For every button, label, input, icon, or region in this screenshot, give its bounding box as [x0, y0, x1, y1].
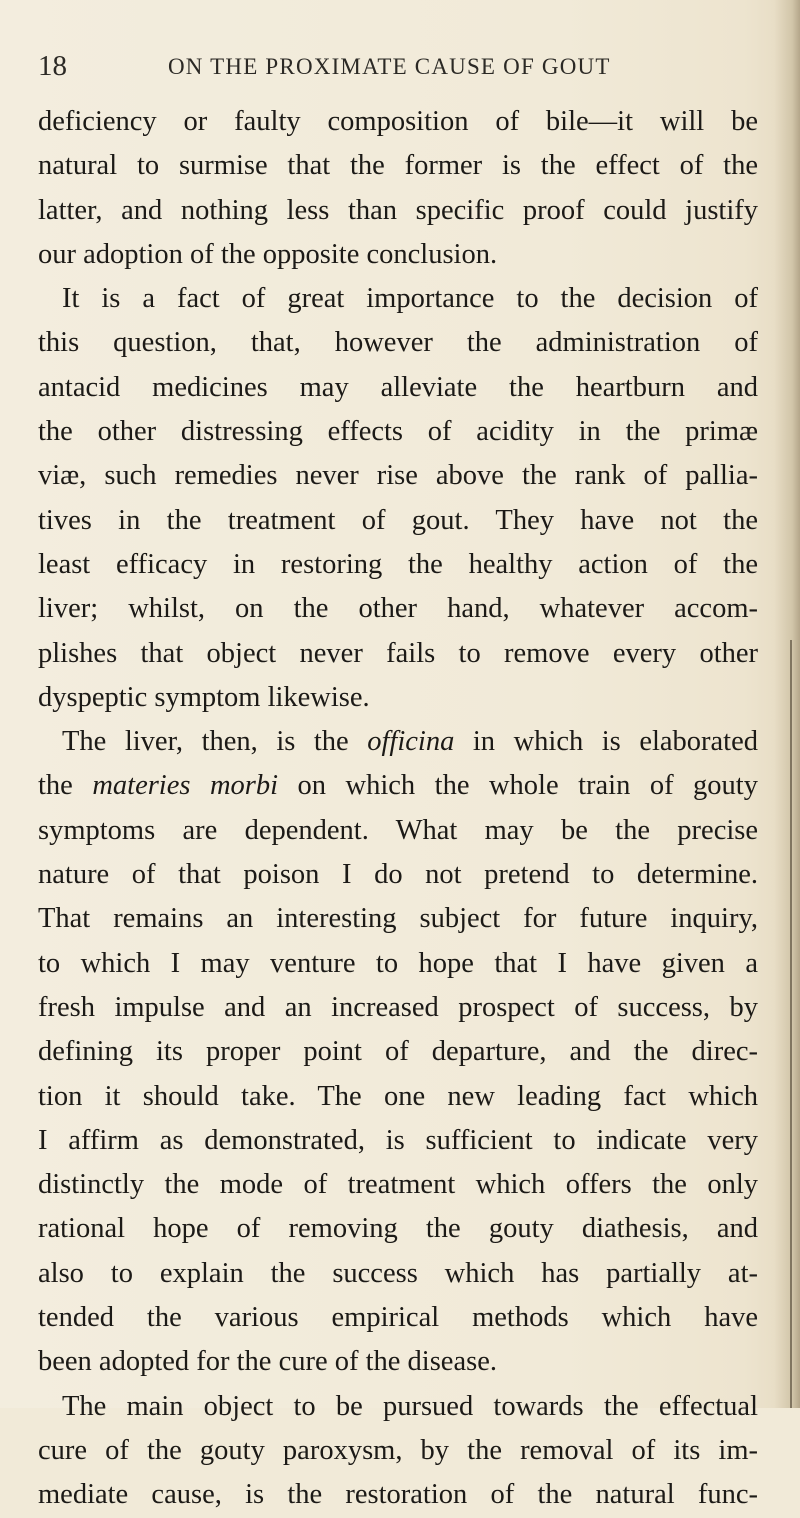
text-line: been adopted for the cure of the disease.	[38, 1346, 497, 1378]
italic-term-officina: officina	[367, 726, 455, 758]
text-line: liver; whilst, on the other hand, whatever accom-	[38, 593, 758, 625]
text-run: The liver, then, is the	[62, 726, 368, 758]
text-line: rational hope of removing the gouty diathesis, and	[38, 1213, 758, 1245]
text-line: latter, and nothing less than specific proof could justify	[38, 194, 758, 226]
body-text	[38, 100, 758, 1518]
page-edge-shadow	[774, 0, 800, 1408]
page-header	[38, 50, 758, 90]
text-line: tended the various empirical methods which have	[38, 1302, 758, 1334]
text-line: It is a fact of great importance to the decision of	[62, 283, 758, 315]
text-line: our adoption of the opposite conclusion.	[38, 238, 498, 270]
text-line	[38, 764, 758, 808]
text-line: least efficacy in restoring the healthy action of the	[38, 548, 758, 580]
text-line: distinctly the mode of treatment which offers the only	[38, 1169, 758, 1201]
text-line: also to explain the success which has partially at-	[38, 1257, 758, 1289]
text-line: natural to surmise that the former is the effect of the	[38, 150, 758, 182]
text-run: in which is elaborated	[454, 726, 758, 758]
text-line: nature of that poison I do not pretend to determine.	[38, 859, 758, 891]
italic-term-materies-morbi: materies morbi	[92, 770, 279, 802]
page-number: 18	[38, 50, 67, 82]
text-run: on which the whole train of gouty	[278, 770, 758, 802]
text-line: tives in the treatment of gout. They have not the	[38, 504, 758, 536]
text-line: antacid medicines may alleviate the heartburn and	[38, 371, 758, 403]
running-head: ON THE PROXIMATE CAUSE OF GOUT	[168, 54, 611, 79]
text-line	[38, 720, 758, 764]
text-line: to which I may venture to hope that I have given a	[38, 947, 758, 979]
text-line: fresh impulse and an increased prospect of success, by	[38, 991, 758, 1023]
text-line: mediate cause, is the restoration of the natural func-	[38, 1479, 758, 1511]
text-line: deficiency or faulty composition of bile—it will be	[38, 106, 758, 137]
page-edge-line	[790, 640, 792, 1408]
text-line: The main object to be pursued towards the effectual	[62, 1390, 758, 1422]
text-run: the	[38, 770, 93, 802]
text-line: That remains an interesting subject for future inquiry,	[38, 903, 758, 935]
text-line: cure of the gouty paroxysm, by the removal of its im-	[38, 1434, 758, 1466]
text-line: symptoms are dependent. What may be the precise	[38, 814, 758, 846]
text-line: the other distressing effects of acidity in the primæ	[38, 416, 758, 448]
text-line: plishes that object never fails to remove every other	[38, 637, 758, 669]
text-line: I affirm as demonstrated, is sufficient to indicate very	[38, 1124, 758, 1156]
text-line: defining its proper point of departure, and the direc-	[38, 1036, 758, 1068]
text-line: viæ, such remedies never rise above the rank of pallia-	[38, 460, 758, 492]
text-line: tion it should take. The one new leading fact which	[38, 1080, 758, 1112]
text-line: this question, that, however the administration of	[38, 327, 758, 359]
text-line: dyspeptic symptom likewise.	[38, 681, 370, 713]
